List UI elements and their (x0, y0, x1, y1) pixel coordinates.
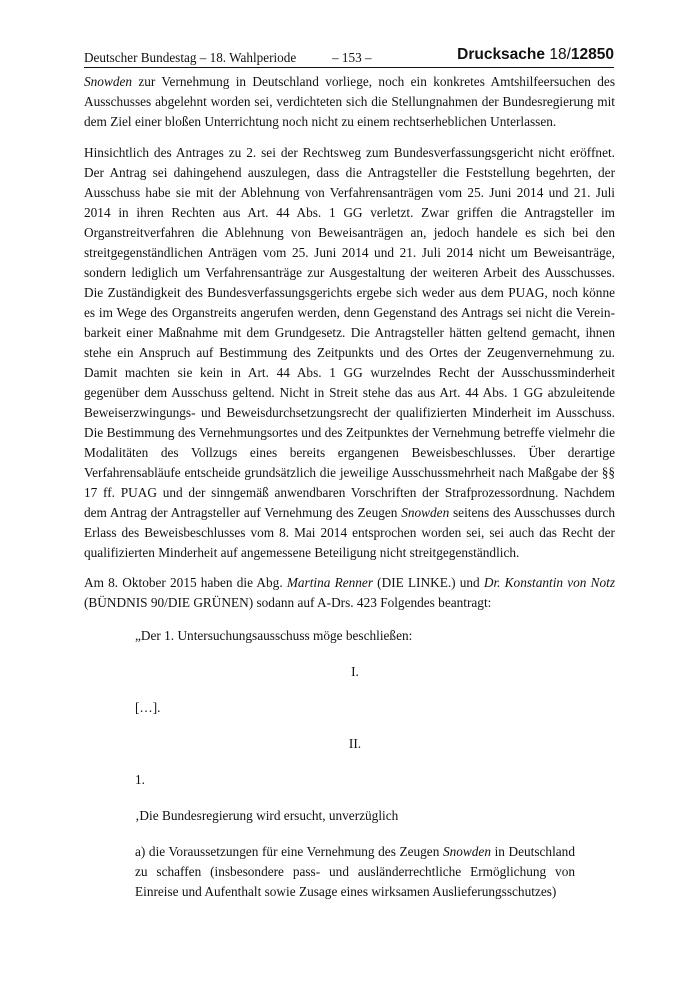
motion-lead: ‚Die Bundesregierung wird ersucht, unverzüglich (135, 808, 399, 823)
paragraph-2-text: Hinsichtlich des Antrages zu 2. sei der Rechtsweg zum Bundesverfassungsgericht nicht eröffnet. Der Antrag sei dahingehend auszulegen, dass die Antragsteller die Feststellung begehrten, der Ausschuss habe sie mit der Ablehnung von Verfahrensanträgen vom 25. Juni 2014 und 21. Juli 2014 in ihren Rechten aus Art. 44 Abs. 1 GG verletzt. Zwar griffen die Antragsteller im Organstreitverfahren die Ablehnung von Beweisanträgen an, jedoch handele es sich bei den streitgegenständlichen Anträgen vom 25. Juni 2014 und 21. Juli 2014 nicht um Beweisanträge, sondern lediglich um Verfahrensanträge zur Ausgestaltung der weiteren Arbeit des Ausschusses. Die Zuständigkeit des Bundesverfassungsgerichts ergebe sich weder aus dem PUAG, noch könne es im Wege des Organstreits angerufen werden, denn Gegenstand des Antrags sei nicht die Vereinbarkeit einer Maßnahme mit dem Grundgesetz. Die Antragsteller hätten geltend gemacht, ihnen stehe ein Anspruch auf Bestimmung des Zeitpunkts und des Ortes der Zeugenvernehmung zu. Damit machten sie kein in Art. 44 Abs. 1 GG wurzelndes Recht der Ausschussminderheit gegenüber dem Ausschuss geltend. Nicht in Streit stehe das aus Art. 44 Abs. 1 GG abzuleitende Beweiserzwingungs- und Beweisdurchsetzungsrecht der qualifizierten Minderheit im Ausschuss. Die Bestimmung des Vernehmungsortes und des Zeitpunktes der Vernehmung betreffe vielmehr die Modalitäten des Vollzugs eines bereits ergangenen Beweisbeschlusses. Über derartige Verfahrensabläufe entscheide grundsätzlich die jeweilige Ausschussmehrheit nach Maßgabe der §§ 17 ff. PUAG und der sinngemäß anwendbaren Vorschriften der Strafprozessordnung. Nachdem dem Antrag der Antragsteller auf Vernehmung des Zeugen (84, 145, 615, 520)
page-header (84, 46, 614, 68)
section-heading-1: I. (351, 664, 359, 679)
header-rule (84, 67, 614, 68)
name-von-notz: Dr. Konstantin von Notz (483, 575, 615, 590)
paragraph-3-end: (BÜNDNIS 90/DIE GRÜNEN) sodann auf A-Drs. 423 Folgendes beantragt: (84, 595, 492, 610)
name-snowden: Snowden (84, 74, 133, 89)
paragraph-3 (84, 573, 615, 613)
name-renner: Martina Renner (286, 575, 373, 590)
item-a-end: in Deutschland zu schaffen (insbesondere pass- und ausländerrechtliche Ermöglichung von Einreise und Aufenthalt sowie Zusage eines wirksamen Auslieferungsschutzes) (135, 844, 575, 899)
paragraph-2-end: seitens des Ausschusses durch Erlass des Beweisbeschlusses vom 8. Mai 2014 entsprochen worden sei, sei auch das Recht der qualifizierten Minderheit auf angemessene Beteiligung nicht streitgegenständlich. (84, 505, 615, 560)
name-snowden: Snowden (401, 505, 450, 520)
doc-prefix: 18/ (549, 46, 571, 63)
paragraph-1 (84, 72, 615, 132)
quoted-motion (84, 626, 575, 902)
header-parliament: Deutscher Bundestag – 18. Wahlperiode (84, 50, 297, 65)
section-heading-2: II. (348, 736, 362, 751)
paragraph-1-text: zur Vernehmung in Deutschland vorliege, noch ein konkretes Amtshilfeersuchen des Ausschusses abgelehnt worden sei, verdichteten sich die Stellungnahmen der Bundesregierung mit dem Ziel einer bloßen Unterrichtung noch nicht zu einem rechtserheblichen Unterlassen. (84, 74, 615, 129)
doc-number: 12850 (570, 46, 614, 63)
item-a-start: a) die Voraussetzungen für eine Vernehmung des Zeugen (135, 844, 443, 859)
doc-label: Drucksache (457, 46, 546, 63)
paragraph-2 (84, 143, 615, 563)
document-body (84, 72, 615, 902)
header-page-number: – 153 – (332, 50, 372, 65)
item-number-1: 1. (135, 772, 145, 787)
name-snowden: Snowden (442, 844, 491, 859)
motion-intro: „Der 1. Untersuchungsausschuss möge beschließen: (135, 628, 413, 643)
paragraph-3-mid: (DIE LINKE.) und (373, 575, 484, 590)
header-document-number (457, 46, 614, 64)
paragraph-3-start: Am 8. Oktober 2015 haben die Abg. (84, 575, 287, 590)
ellipsis: […]. (135, 700, 161, 715)
item-a (135, 842, 575, 902)
